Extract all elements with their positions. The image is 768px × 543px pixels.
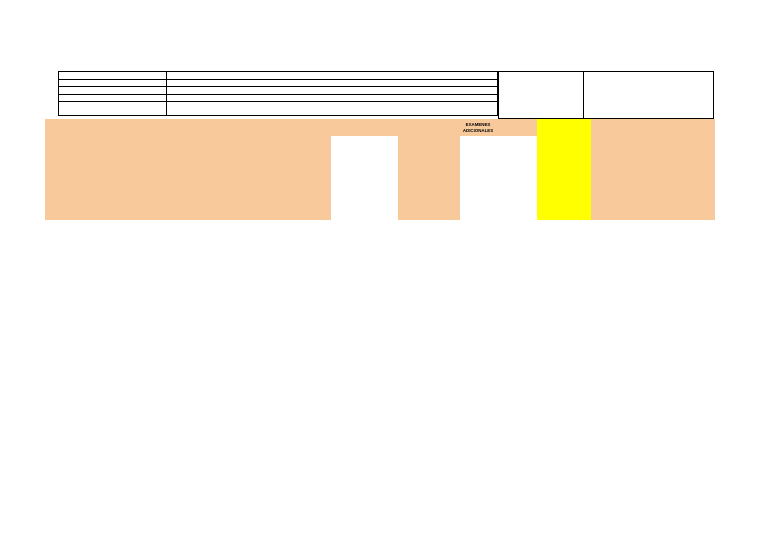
examenes-header-1: EXAMENES <box>465 122 491 127</box>
examenes-header-2: ADICIONALES <box>462 128 494 133</box>
